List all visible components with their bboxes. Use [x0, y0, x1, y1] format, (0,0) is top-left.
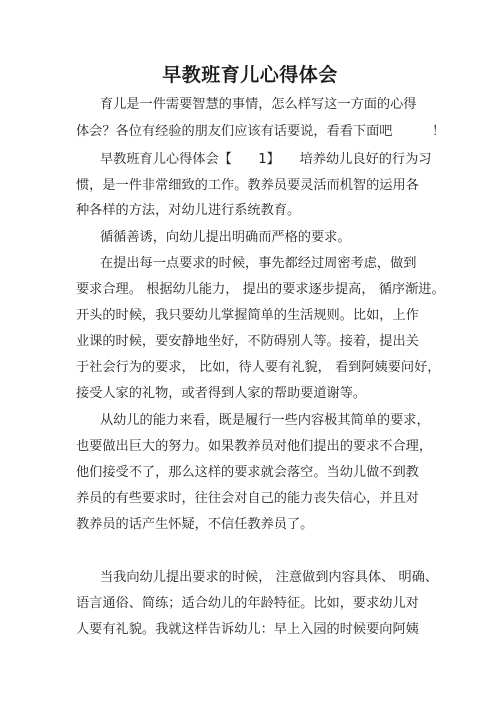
text-line: 体会？各位有经验的朋友们应该有话要说，看看下面吧 ！ — [76, 124, 446, 139]
text-line: 在提出每一点要求的时候，事先都经过周密考虑，做到 — [100, 256, 417, 271]
document-title: 早教班育儿心得体会 — [162, 64, 338, 86]
text-line: 惯，是一件非常细致的工作。教养员要灵活而机智的运用各 — [76, 178, 419, 193]
text-line: 也要做出巨大的努力。如果教养员对他们提出的要求不合理， — [76, 439, 433, 454]
text-line: 于社会行为的要求， 比如，待人要有礼貌， 看到阿姨要问好， — [76, 360, 441, 375]
text-line: 从幼儿的能力来看，既是履行一些内容极其简单的要求， — [100, 413, 430, 428]
text-line: 接受人家的礼物，或者得到人家的帮助要道谢等。 — [76, 386, 367, 401]
text-line: 教养员的话产生怀疑，不信任教养员了。 — [76, 517, 314, 532]
text-line: 养员的有些要求时，往往会对自己的能力丧失信心，并且对 — [76, 491, 419, 506]
text-line: 人要有礼貌。我就这样告诉幼儿：早上入园的时候要向阿姨 — [76, 622, 419, 637]
text-line: 语言通俗、简练；适合幼儿的年龄特征。比如，要求幼儿对 — [76, 596, 419, 611]
text-line: 育儿是一件需要智慧的事情，怎么样写这一方面的心得 — [100, 97, 417, 112]
text-line: 当我向幼儿提出要求的时候， 注意做到内容具体、 明确、 — [100, 570, 439, 585]
text-line: 开头的时候，我只要幼儿掌握简单的生活规则。比如，上作 — [76, 308, 419, 323]
text-line: 业课的时候，要安静地坐好，不防碍别人等。接着，提出关 — [76, 334, 419, 349]
text-line: 循循善诱，向幼儿提出明确而严格的要求。 — [100, 230, 351, 245]
text-line: 要求合理。 根据幼儿能力， 提出的要求逐步提高， 循序渐进。 — [76, 282, 445, 297]
text-line: 早教班育儿心得体会【 1】 培养幼儿良好的行为习 — [100, 152, 432, 167]
text-line: 种各样的方法，对幼儿进行系统教育。 — [76, 203, 301, 218]
text-line: 他们接受不了，那么这样的要求就会落空。当幼儿做不到教 — [76, 465, 419, 480]
